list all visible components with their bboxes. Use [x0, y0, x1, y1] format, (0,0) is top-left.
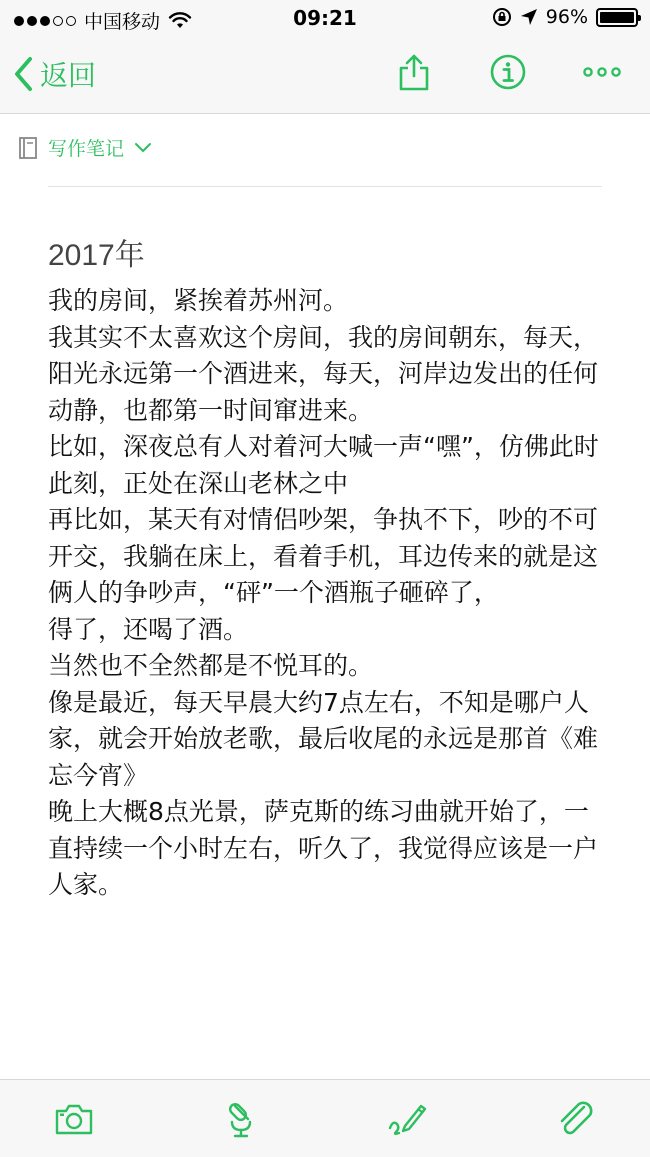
notebook-name: 写作笔记 [48, 138, 125, 160]
notebook-selector[interactable] [18, 134, 152, 161]
note-paragraph: 我其实不太喜欢这个房间，我的房间朝东，每天，阳光永远第一个酒进来，每天，河岸边发出的任何动静，也都第一时间窜进来。 [48, 322, 599, 425]
note-paragraph: 当然也不全然都是不悦耳的。 [48, 651, 374, 680]
chevron-left-icon [12, 56, 34, 92]
note-paragraph: 得了，还喝了酒。 [48, 614, 249, 644]
attachment-paperclip-icon[interactable] [554, 1098, 596, 1140]
chevron-down-icon [134, 142, 152, 154]
carrier-name: 中国移动 [84, 11, 161, 33]
note-paragraph: 晚上大概8点光景，萨克斯的练习曲就开始了，一直持续一个小时左右，听久了，我觉得应该是一户人家。 [48, 797, 599, 899]
note-paragraph: 像是最近，每天早晨大约7点左右，不知是哪户人家，就会开始放老歌，最后收尾的永远是那首《难忘今宵》 [48, 687, 599, 790]
info-icon[interactable] [488, 52, 528, 92]
note-paragraph: 比如，深夜总有人对着河大喊一声“嘿”，仿佛此时此刻，正处在深山老林之中 [48, 432, 599, 498]
note-paragraph: 再比如，某天有对情侣吵架，争执不下，吵的不可开交，我躺在床上，看着手机，耳边传来的就是这俩人的争吵声，“砰”一个酒瓶子砸碎了， [48, 505, 599, 607]
back-label: 返回 [40, 59, 97, 92]
camera-icon[interactable] [53, 1098, 95, 1140]
share-icon[interactable] [394, 52, 434, 92]
handwriting-pen-icon[interactable] [387, 1098, 429, 1140]
navigation-bar [0, 36, 650, 114]
location-icon [520, 8, 538, 26]
microphone-icon[interactable] [220, 1098, 262, 1140]
status-bar [0, 0, 650, 36]
clock: 09:21 [293, 6, 357, 30]
orientation-lock-icon [492, 7, 512, 27]
more-options-icon[interactable] [582, 52, 622, 92]
header-divider [48, 186, 602, 187]
note-paragraph: 我的房间，紧挨着苏州河。 [48, 286, 349, 315]
notebook-icon [18, 136, 38, 160]
note-body[interactable] [48, 283, 608, 904]
back-button[interactable] [12, 54, 96, 94]
note-title[interactable]: 2017年 [48, 239, 145, 272]
battery-icon [596, 8, 638, 27]
bottom-toolbar [0, 1079, 650, 1157]
battery-percent: 96% [545, 6, 588, 28]
